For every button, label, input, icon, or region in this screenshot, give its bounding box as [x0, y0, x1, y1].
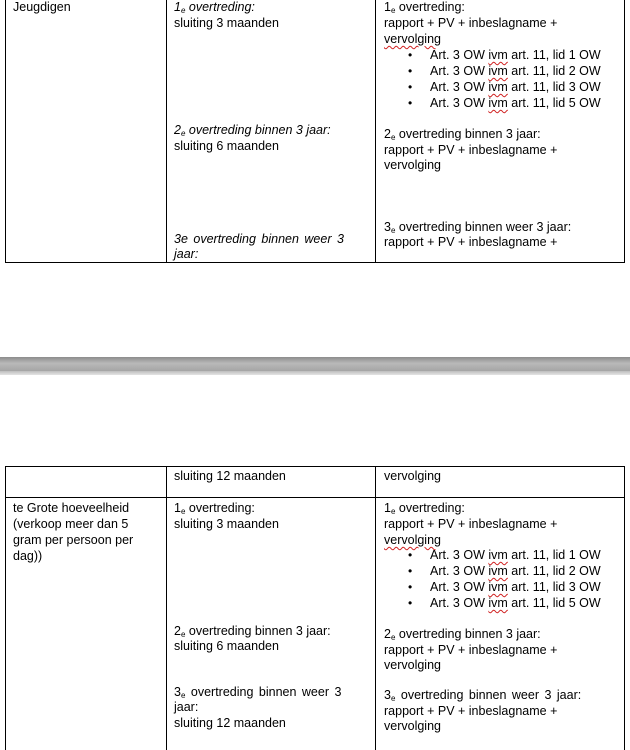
article-list: [384, 548, 601, 612]
first-offence-measures: rapport + PV + inbeslagname +: [384, 517, 558, 531]
column-divider: [375, 467, 376, 750]
first-offence-heading: $1_e$ overtreding:: [174, 501, 255, 516]
article-list-item: • Art. 3 OW ivm art. 11, lid 3 OW: [384, 80, 601, 96]
third-offence-measures: rapport + PV + inbeslagname +: [384, 235, 558, 249]
third-offence-heading-cont: jaar:: [174, 700, 199, 714]
first-offence-sanction: sluiting 3 maanden: [174, 517, 279, 531]
first-offence-measures: rapport + PV + inbeslagname +: [384, 16, 558, 30]
article-list-item: • Art. 3 OW ivm art. 11, lid 1 OW: [384, 548, 601, 564]
third-offence-measures-heading: $3_e$ overtreding binnen weer 3 jaar:: [384, 688, 582, 703]
article-list-item: • Art. 3 OW ivm art. 11, lid 1 OW: [384, 48, 601, 64]
second-offence-sanction: sluiting 6 maanden: [174, 639, 279, 653]
third-offence-measures-heading: $3_e$ overtreding binnen weer 3 jaar:: [384, 220, 572, 235]
article-list-item: • Art. 3 OW ivm art. 11, lid 2 OW: [384, 564, 601, 580]
column-divider: [166, 0, 167, 262]
third-offence-measures-cont: vervolging: [384, 719, 441, 733]
second-offence-measures-heading: $2_e$ overtreding binnen 3 jaar:: [384, 127, 541, 142]
third-offence-sanction: sluiting 12 maanden: [174, 469, 286, 483]
column-divider: [375, 0, 376, 262]
third-offence-heading: 3e overtreding binnen weer 3: [174, 232, 344, 246]
article-list-item: • Art. 3 OW ivm art. 11, lid 2 OW: [384, 64, 601, 80]
column-divider: [166, 467, 167, 750]
category-cell: Jeugdigen: [13, 0, 71, 14]
sanctions-table-large-quantity: [5, 466, 625, 750]
third-offence-heading-cont: jaar:: [174, 247, 199, 261]
second-offence-heading: $2_e$ overtreding binnen 3 jaar:: [174, 123, 331, 138]
third-offence-heading: $3_e$ overtreding binnen weer 3: [174, 685, 342, 700]
second-offence-measures-cont: vervolging: [384, 158, 441, 172]
first-offence-measures-heading: $1_e$ overtreding:: [384, 0, 465, 15]
category-cell-cont: dag)): [13, 549, 43, 563]
third-offence-measures: rapport + PV + inbeslagname +: [384, 704, 558, 718]
third-offence-sanction: sluiting 12 maanden: [174, 716, 286, 730]
article-list: [384, 48, 601, 112]
category-cell-cont: gram per persoon per: [13, 533, 134, 547]
row-divider: [6, 497, 624, 498]
category-cell: te Grote hoeveelheid: [13, 501, 130, 515]
page-break: [0, 357, 630, 375]
second-offence-measures-cont: vervolging: [384, 658, 441, 672]
first-offence-heading: $1_e$ overtreding:: [174, 0, 255, 15]
second-offence-sanction: sluiting 6 maanden: [174, 139, 279, 153]
second-offence-measures: rapport + PV + inbeslagname +: [384, 643, 558, 657]
article-list-item: • Art. 3 OW ivm art. 11, lid 5 OW: [384, 596, 601, 612]
sanctions-table-jeugdigen: [5, 0, 625, 263]
first-offence-measures-cont: vervolging: [384, 533, 441, 547]
article-list-item: • Art. 3 OW ivm art. 11, lid 3 OW: [384, 580, 601, 596]
first-offence-sanction: sluiting 3 maanden: [174, 16, 279, 30]
second-offence-measures-heading: $2_e$ overtreding binnen 3 jaar:: [384, 627, 541, 642]
second-offence-measures: rapport + PV + inbeslagname +: [384, 143, 558, 157]
first-offence-measures-cont: vervolging: [384, 32, 441, 46]
category-cell-cont: (verkoop meer dan 5: [13, 517, 129, 531]
third-offence-measures-cont: vervolging: [384, 469, 441, 483]
first-offence-measures-heading: $1_e$ overtreding:: [384, 501, 465, 516]
second-offence-heading: $2_e$ overtreding binnen 3 jaar:: [174, 624, 331, 639]
article-list-item: • Art. 3 OW ivm art. 11, lid 5 OW: [384, 96, 601, 112]
